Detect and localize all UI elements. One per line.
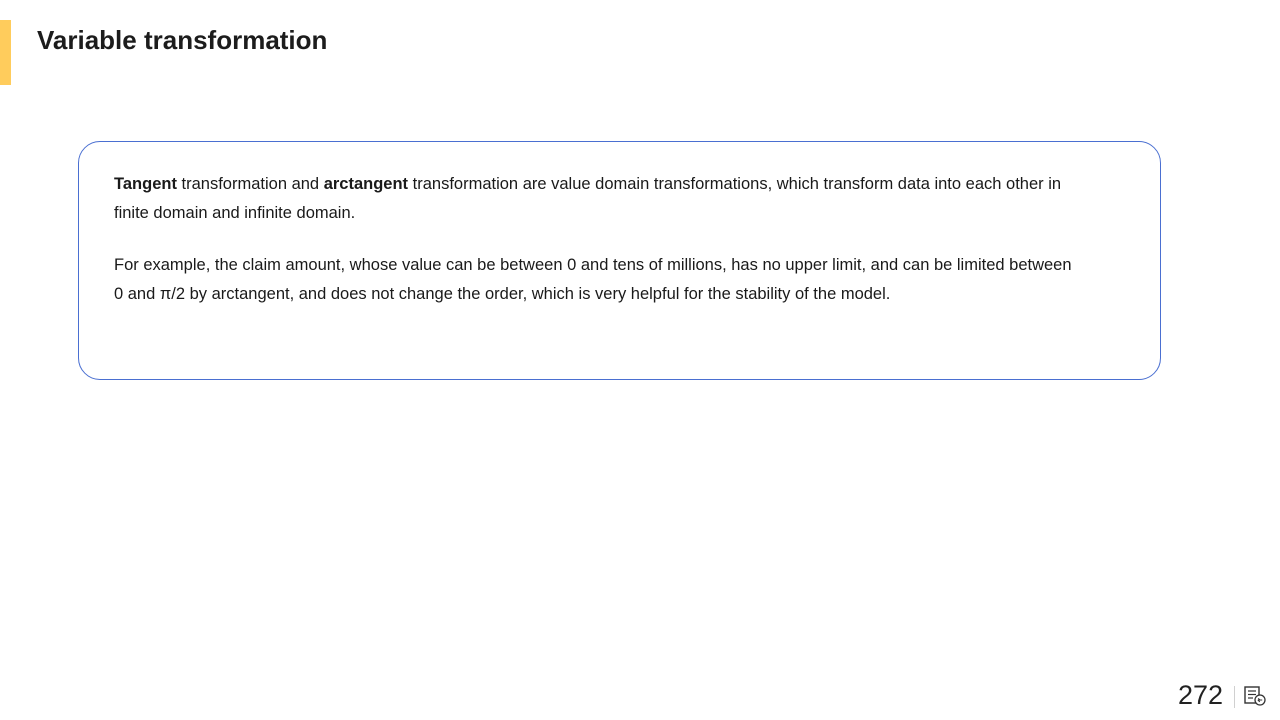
footer-divider xyxy=(1234,686,1235,708)
paragraph-definition-text-1: transformation and xyxy=(176,175,324,193)
speaker-notes-icon[interactable] xyxy=(1244,686,1266,706)
slide-title: Variable transformation xyxy=(37,25,328,55)
paragraph-definition-text-2: transformation are value domain transformations, which transform data into each other in finite domain and infinite domain. xyxy=(114,175,1062,222)
term-arctangent: arctangent xyxy=(323,175,409,193)
page-number: 272 xyxy=(1178,680,1224,710)
term-tangent: Tangent xyxy=(114,175,177,193)
paragraph-example: For example, the claim amount, whose value can be between 0 and tens of millions, has no upper limit, and can be limited between 0 and π/2 by arctangent, and does not change the order, which is very helpful for the stability of the model. xyxy=(114,256,1072,303)
paragraph-definition xyxy=(114,170,1074,227)
title-accent-bar xyxy=(0,20,11,85)
content-box xyxy=(78,141,1161,380)
